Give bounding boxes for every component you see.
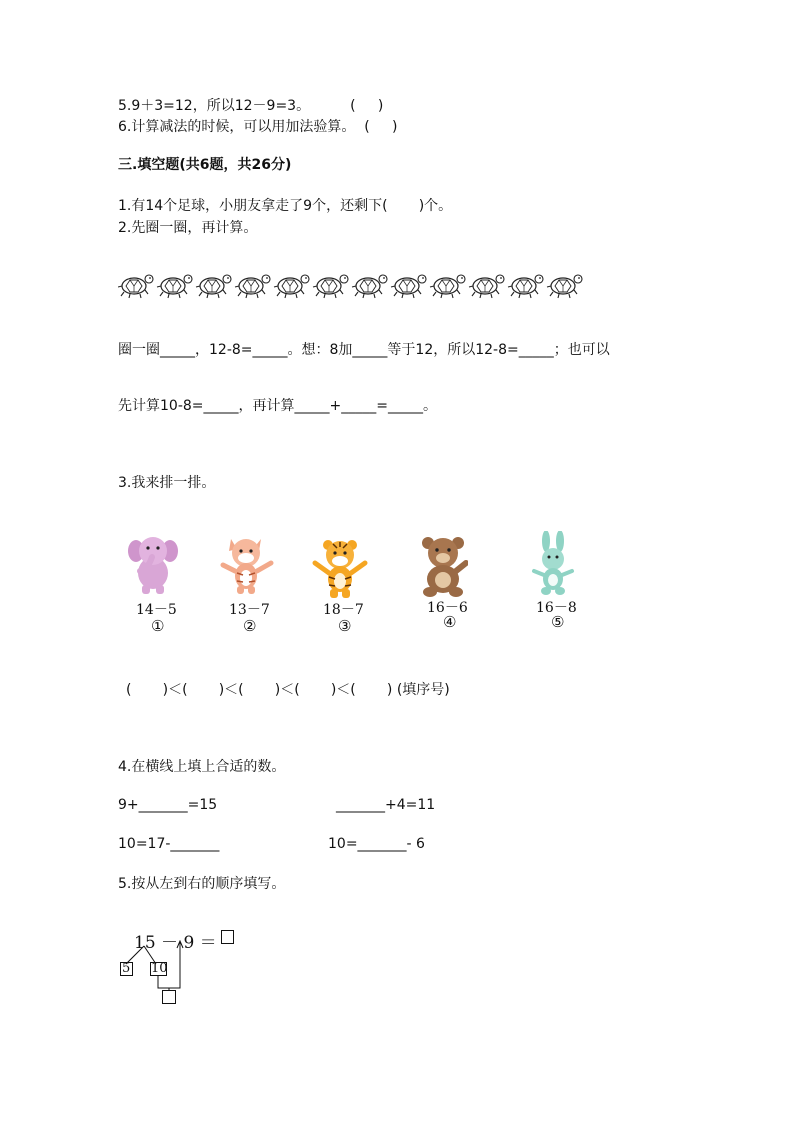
- turtles-image: [118, 268, 588, 302]
- judge-question-5: 5.9＋3=12，所以12－9=3。 ( ): [118, 98, 384, 114]
- fill-question-1: 1.有14个足球，小朋友拿走了9个，还剩下( )个。: [118, 198, 453, 214]
- bear-icon: [418, 535, 468, 597]
- answer-box[interactable]: [221, 930, 234, 944]
- blank-a: 9+_______=15: [118, 797, 218, 813]
- split-value-b: 10: [151, 961, 168, 976]
- order-line: ( )＜( )＜( )＜( )＜( ) (填序号): [126, 682, 450, 698]
- number-1: ①: [151, 617, 165, 635]
- expression-2: 13－7: [229, 602, 270, 618]
- tiger-icon: [311, 537, 371, 599]
- blank-c: 10=17-_______: [118, 836, 220, 852]
- elephant-icon: [128, 533, 178, 595]
- expression-1: 14－5: [136, 602, 177, 618]
- fill-question-4-title: 4.在横线上填上合适的数。: [118, 759, 286, 775]
- split-value-a: 5: [122, 961, 131, 976]
- number-4: ④: [443, 613, 457, 631]
- expression-5: 16－8: [536, 600, 577, 616]
- number-5: ⑤: [551, 613, 565, 631]
- split-equation: 15 － 9 ＝: [134, 933, 217, 953]
- intermediate-box[interactable]: [162, 990, 176, 1004]
- expression-3: 18－7: [323, 602, 364, 618]
- fill-question-3-title: 3.我来排一排。: [118, 475, 216, 491]
- blank-d: 10=_______- 6: [328, 836, 425, 852]
- judge-question-6: 6.计算减法的时候，可以用加法验算。 ( ): [118, 119, 398, 135]
- turtle-row: [118, 268, 588, 302]
- fill-question-2-line1: 圈一圈_____，12-8=_____。想：8加_____等于12，所以12-8=_____；也可以: [118, 342, 610, 358]
- rabbit-icon: [530, 531, 576, 597]
- number-3: ③: [338, 617, 352, 635]
- cat-icon: [217, 533, 279, 595]
- fill-question-2-title: 2.先圈一圈，再计算。: [118, 220, 258, 236]
- blank-b: _______+4=11: [336, 797, 436, 813]
- fill-question-2-line2: 先计算10-8=_____，再计算_____+_____=_____。: [118, 398, 437, 414]
- section-title: 三.填空题(共6题，共26分): [118, 157, 292, 173]
- number-2: ②: [243, 617, 257, 635]
- fill-question-5-title: 5.按从左到右的顺序填写。: [118, 876, 286, 892]
- expression-4: 16－6: [427, 600, 468, 616]
